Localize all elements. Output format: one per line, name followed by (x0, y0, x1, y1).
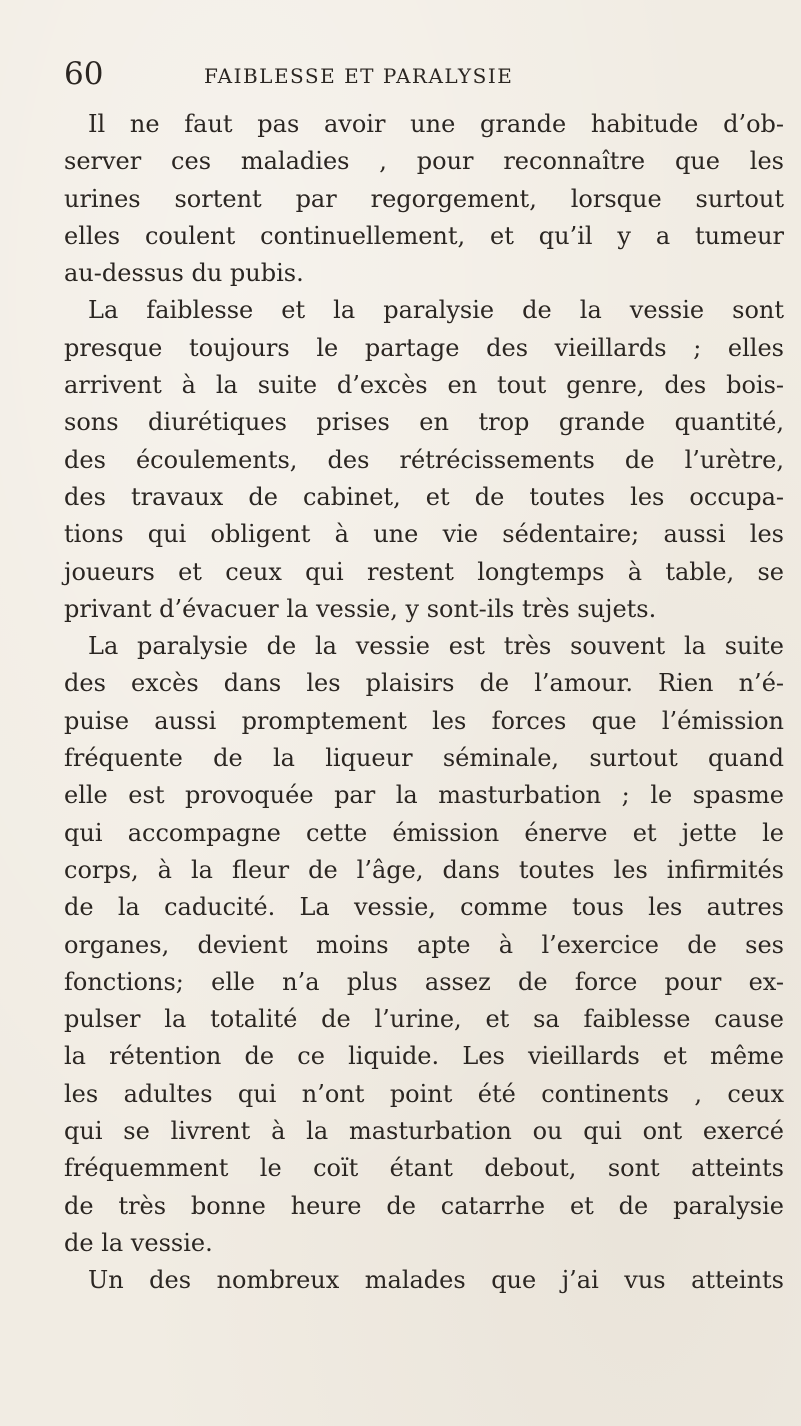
page-header (64, 56, 753, 92)
text-line: qui se livrent à la masturbation ou qui ont exercé (64, 1117, 784, 1146)
text-line: qui accompagne cette émission énerve et jette le (64, 818, 784, 847)
running-head: FAIBLESSE ET PARALYSIE (204, 64, 514, 88)
text-line: de la vessie. (64, 1228, 213, 1257)
text-line: presque toujours le partage des vieillards ; elles (64, 333, 784, 362)
page-number: 60 (64, 56, 104, 92)
text-line: fréquemment le coït étant debout, sont atteints (64, 1154, 784, 1183)
text-line: arrivent à la suite d’excès en tout genre, des bois- (64, 371, 784, 400)
text-line: corps, à la fleur de l’âge, dans toutes les infirmités (64, 855, 784, 884)
text-line: tions qui obligent à une vie sédentaire; aussi les (64, 520, 784, 549)
text-line: La paralysie de la vessie est très souvent la suite (88, 632, 784, 661)
text-line: pulser la totalité de l’urine, et sa faiblesse cause (64, 1005, 784, 1034)
body-text (64, 106, 784, 1300)
text-line: de très bonne heure de catarrhe et de paralysie (64, 1191, 784, 1220)
text-line: joueurs et ceux qui restent longtemps à table, se (64, 557, 784, 586)
text-line: server ces maladies , pour reconnaître que les (64, 147, 784, 176)
text-line: au-dessus du pubis. (64, 259, 304, 288)
text-line: organes, devient moins apte à l’exercice de ses (64, 930, 784, 959)
text-line: puise aussi promptement les forces que l’émission (64, 706, 784, 735)
text-line: sons diurétiques prises en trop grande quantité, (64, 408, 784, 437)
text-line: fonctions; elle n’a plus assez de force pour ex- (64, 967, 784, 996)
text-line: elles coulent continuellement, et qu’il y a tumeur (64, 221, 784, 250)
text-line: Il ne faut pas avoir une grande habitude d’ob- (88, 110, 784, 138)
text-line: fréquente de la liqueur séminale, surtout quand (64, 744, 784, 773)
text-line: Un des nombreux malades que j’ai vus atteints (88, 1266, 784, 1295)
text-line: urines sortent par regorgement, lorsque surtout (64, 184, 784, 213)
text-line: La faiblesse et la paralysie de la vessie sont (88, 296, 784, 325)
text-line: des écoulements, des rétrécissements de l’urètre, (64, 445, 784, 474)
text-line: privant d’évacuer la vessie, y sont-ils très sujets. (64, 594, 657, 623)
text-line: de la caducité. La vessie, comme tous les autres (64, 893, 784, 922)
text-line: les adultes qui n’ont point été continents , ceux (64, 1079, 784, 1108)
text-line: des travaux de cabinet, et de toutes les occupa- (64, 482, 784, 511)
text-line: elle est provoquée par la masturbation ; le spasme (64, 781, 784, 810)
text-line: des excès dans les plaisirs de l’amour. Rien n’é- (64, 669, 784, 698)
text-line: la rétention de ce liquide. Les vieillards et même (64, 1042, 784, 1071)
